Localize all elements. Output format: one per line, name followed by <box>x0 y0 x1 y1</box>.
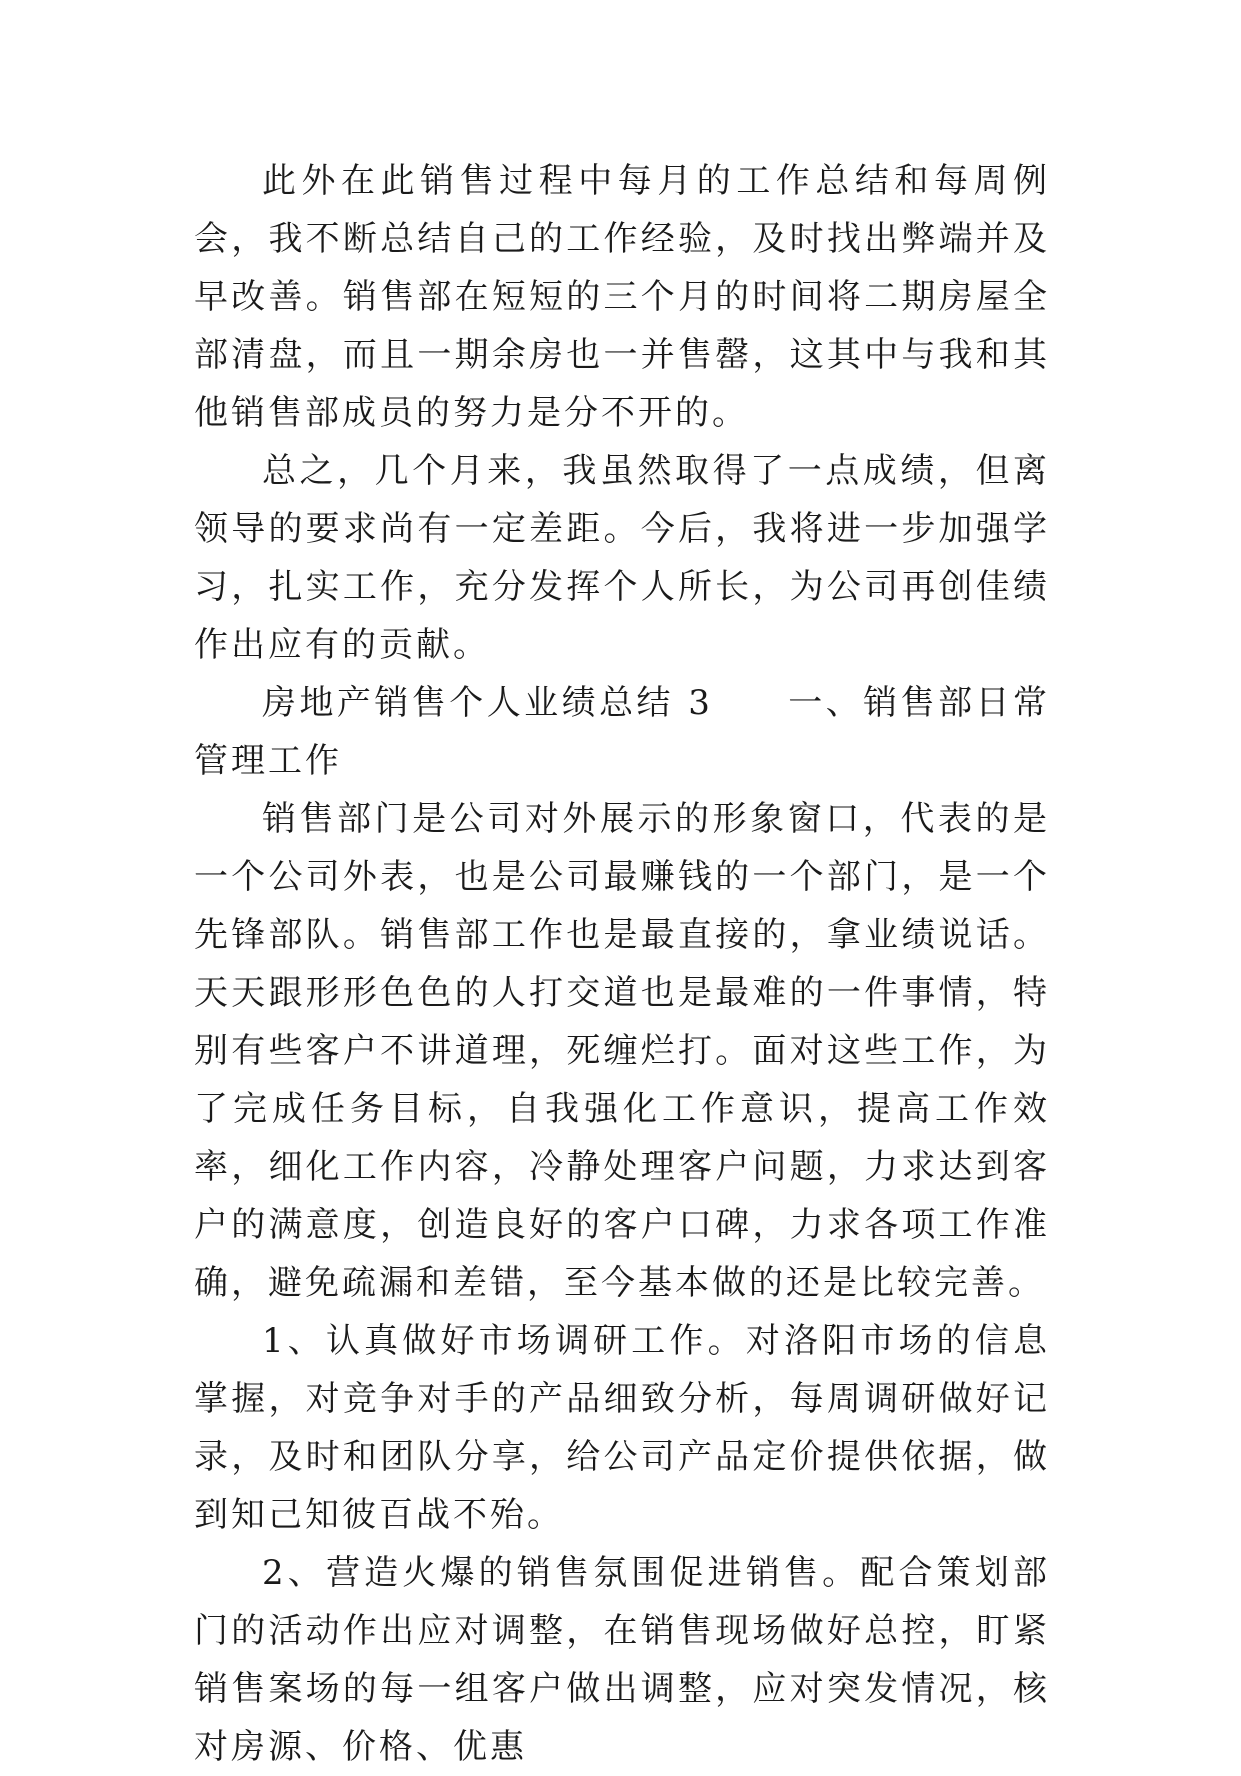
document-body <box>194 152 1050 1776</box>
paragraph-conclusion: 总之，几个月来，我虽然取得了一点成绩，但离领导的要求尚有一定差距。今后，我将进一步加强学习，扎实工作，充分发挥个人所长，为公司再创佳绩作出应有的贡献。 <box>194 451 1050 665</box>
paragraph-monthly-summary: 此外在此销售过程中每月的工作总结和每周例会，我不断总结自己的工作经验，及时找出弊端并及早改善。销售部在短短的三个月的时间将二期房屋全部清盘，而且一期余房也一并售罄，这其中与我和其他销售部成员的努力是分不开的。 <box>194 161 1050 433</box>
paragraph-market-research: 1、认真做好市场调研工作。对洛阳市场的信息掌握，对竞争对手的产品细致分析，每周调研做好记录，及时和团队分享，给公司产品定价提供依据，做到知己知彼百战不殆。 <box>194 1321 1050 1535</box>
paragraph-sales-department: 销售部门是公司对外展示的形象窗口，代表的是一个公司外表，也是公司最赚钱的一个部门，是一个先锋部队。销售部工作也是最直接的，拿业绩说话。天天跟形形色色的人打交道也是最难的一件事情，特别有些客户不讲道理，死缠烂打。面对这些工作，为了完成任务目标，自我强化工作意识，提高工作效率，细化工作内容，冷静处理客户问题，力求达到客户的满意度，创造良好的客户口碑，力求各项工作准确，避免疏漏和差错，至今基本做的还是比较完善。 <box>194 799 1050 1303</box>
paragraph-section-heading: 房地产销售个人业绩总结 3 一、销售部日常管理工作 <box>194 683 1050 781</box>
paragraph-sales-atmosphere: 2、营造火爆的销售氛围促进销售。配合策划部门的活动作出应对调整，在销售现场做好总控，盯紧销售案场的每一组客户做出调整，应对突发情况，核对房源、价格、优惠 <box>194 1553 1050 1767</box>
